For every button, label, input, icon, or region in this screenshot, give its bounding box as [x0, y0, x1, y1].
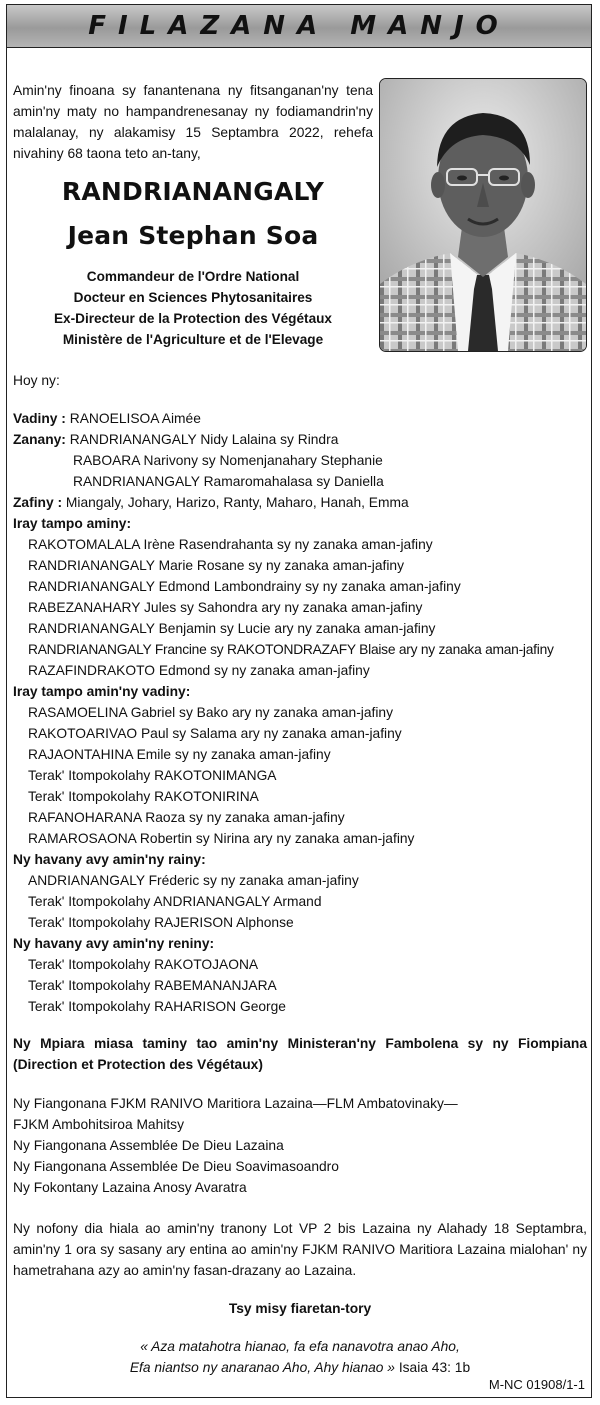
reference-code: M-NC 01908/1-1: [488, 1377, 585, 1392]
list-item: RAKOTOMALALA Irène Rasendrahanta sy ny zanaka aman-jafiny: [28, 537, 433, 552]
notice-banner: [7, 5, 591, 48]
list-item: Terak' Itompokolahy RAJERISON Alphonse: [28, 915, 294, 930]
vadiny-value: RANOELISOA Aimée: [69, 411, 201, 426]
title-line: Docteur en Sciences Phytosanitaires: [73, 290, 313, 305]
vadiny-label: Vadiny :: [13, 411, 66, 426]
zanany-value: RABOARA Narivony sy Nomenjanahary Stephanie: [73, 453, 383, 468]
list-item: RANDRIANANGALY Benjamin sy Lucie ary ny zanaka aman-jafiny: [28, 621, 436, 636]
title-line: Ex-Directeur de la Protection des Végétaux: [53, 311, 332, 326]
bible-verse-ref: Isaia 43: 1b: [394, 1360, 471, 1375]
list-item: RABEZANAHARY Jules sy Sahondra ary ny zanaka aman-jafiny: [28, 600, 423, 615]
zafiny-row: [13, 495, 409, 510]
section-heading: Iray tampo amin'ny vadiny:: [13, 684, 191, 699]
list-item: Terak' Itompokolahy RAKOTOJAONA: [28, 957, 259, 972]
list-item: RANDRIANANGALY Francine sy RAKOTONDRAZAFY Blaise ary ny zanaka aman-jafiny: [28, 642, 554, 657]
intro-paragraph: Amin'ny finoana sy fanantenana ny fitsanganan'ny tena amin'ny maty no hampandrenesanay ny fodiamandrin'ny malalanay, ny alakamisy 15 Septambra 2022, rehefa nivahiny 68 taona teto an-tany,: [13, 83, 373, 161]
list-item: RAMAROSAONA Robertin sy Nirina ary ny zanaka aman-jafiny: [28, 831, 415, 846]
list-item: RAZAFINDRAKOTO Edmond sy ny zanaka aman-jafiny: [28, 663, 370, 678]
bible-verse-text: Efa niantso ny anaranao Aho, Ahy hianao »: [129, 1360, 395, 1375]
title-line: Commandeur de l'Ordre National: [86, 269, 300, 284]
list-item: Terak' Itompokolahy RAKOTONIRINA: [28, 789, 259, 804]
church-line: Ny Fiangonana FJKM RANIVO Maritiora Lazaina—FLM Ambatovinaky—: [13, 1096, 458, 1111]
list-item: RAFANOHARANA Raoza sy ny zanaka aman-jafiny: [28, 810, 345, 825]
list-item: RANDRIANANGALY Edmond Lambondrainy sy ny zanaka aman-jafiny: [28, 579, 461, 594]
deceased-titles: [13, 266, 373, 350]
list-item: RAKOTOARIVAO Paul sy Salama ary ny zanaka aman-jafiny: [28, 726, 402, 741]
list-item: RANDRIANANGALY Marie Rosane sy ny zanaka aman-jafiny: [28, 558, 404, 573]
church-line: Ny Fiangonana Assemblée De Dieu Soavimasoandro: [13, 1159, 339, 1174]
funeral-details: Ny nofony dia hiala ao amin'ny tranony Lot VP 2 bis Lazaina ny Alahady 18 Septambra, amin'ny 1 ora sy sasany ary entina ao amin'ny FJKM RANIVO Maritiora Lazaina mialohan' ny hametrahana azy ao amin'ny fasan-drazany ao Lazaina.: [13, 1221, 587, 1278]
list-item: RASAMOELINA Gabriel sy Bako ary ny zanaka aman-jafiny: [28, 705, 394, 720]
zanany-value: RANDRIANANGALY Nidy Lalaina sy Rindra: [69, 432, 339, 447]
deceased-surname: RANDRIANANGALY: [61, 177, 325, 206]
deceased-given-names: Jean Stephan Soa: [67, 221, 319, 250]
greeting: Hoy ny:: [13, 373, 60, 388]
list-item: ANDRIANANGALY Fréderic sy ny zanaka aman-jafiny: [28, 873, 359, 888]
church-line: FJKM Ambohitsiroa Mahitsy: [13, 1117, 184, 1132]
portrait-illustration: [380, 79, 586, 351]
church-line: Ny Fokontany Lazaina Anosy Avaratra: [13, 1180, 247, 1195]
vadiny-row: [13, 411, 201, 426]
zafiny-value: Miangaly, Johary, Harizo, Ranty, Maharo, Hanah, Emma: [65, 495, 409, 510]
section-heading: Iray tampo aminy:: [13, 516, 132, 531]
church-line: Ny Fiangonana Assemblée De Dieu Lazaina: [13, 1138, 284, 1153]
notice-frame: [6, 4, 592, 1398]
list-item: Terak' Itompokolahy RAHARISON George: [28, 999, 286, 1014]
zanany-label: Zanany:: [13, 432, 66, 447]
colleagues-paragraph: Ny Mpiara miasa taminy tao amin'ny Ministeran'ny Fambolena sy ny Fiompiana (Direction et Protection des Végétaux): [13, 1036, 587, 1072]
banner-title: FILAZANA MANJO: [88, 11, 510, 41]
list-item: Terak' Itompokolahy RAKOTONIMANGA: [28, 768, 277, 783]
zanany-row: [13, 432, 338, 447]
bible-verse-line: « Aza matahotra hianao, fa efa nanavotra anao Aho,: [140, 1339, 460, 1354]
bible-verse-line: [13, 1360, 587, 1375]
zanany-value: RANDRIANANGALY Ramaromahalasa sy Daniella: [73, 474, 384, 489]
section-heading: Ny havany avy amin'ny reniny:: [13, 936, 215, 951]
no-wake-notice: Tsy misy fiaretan-tory: [228, 1301, 372, 1316]
section-heading: Ny havany avy amin'ny rainy:: [13, 852, 206, 867]
portrait-photo: [379, 78, 587, 352]
list-item: Terak' Itompokolahy ANDRIANANGALY Armand: [28, 894, 322, 909]
list-item: Terak' Itompokolahy RABEMANANJARA: [28, 978, 277, 993]
zafiny-label: Zafiny :: [13, 495, 63, 510]
title-line: Ministère de l'Agriculture et de l'Elevage: [62, 332, 324, 347]
list-item: RAJAONTAHINA Emile sy ny zanaka aman-jafiny: [28, 747, 331, 762]
